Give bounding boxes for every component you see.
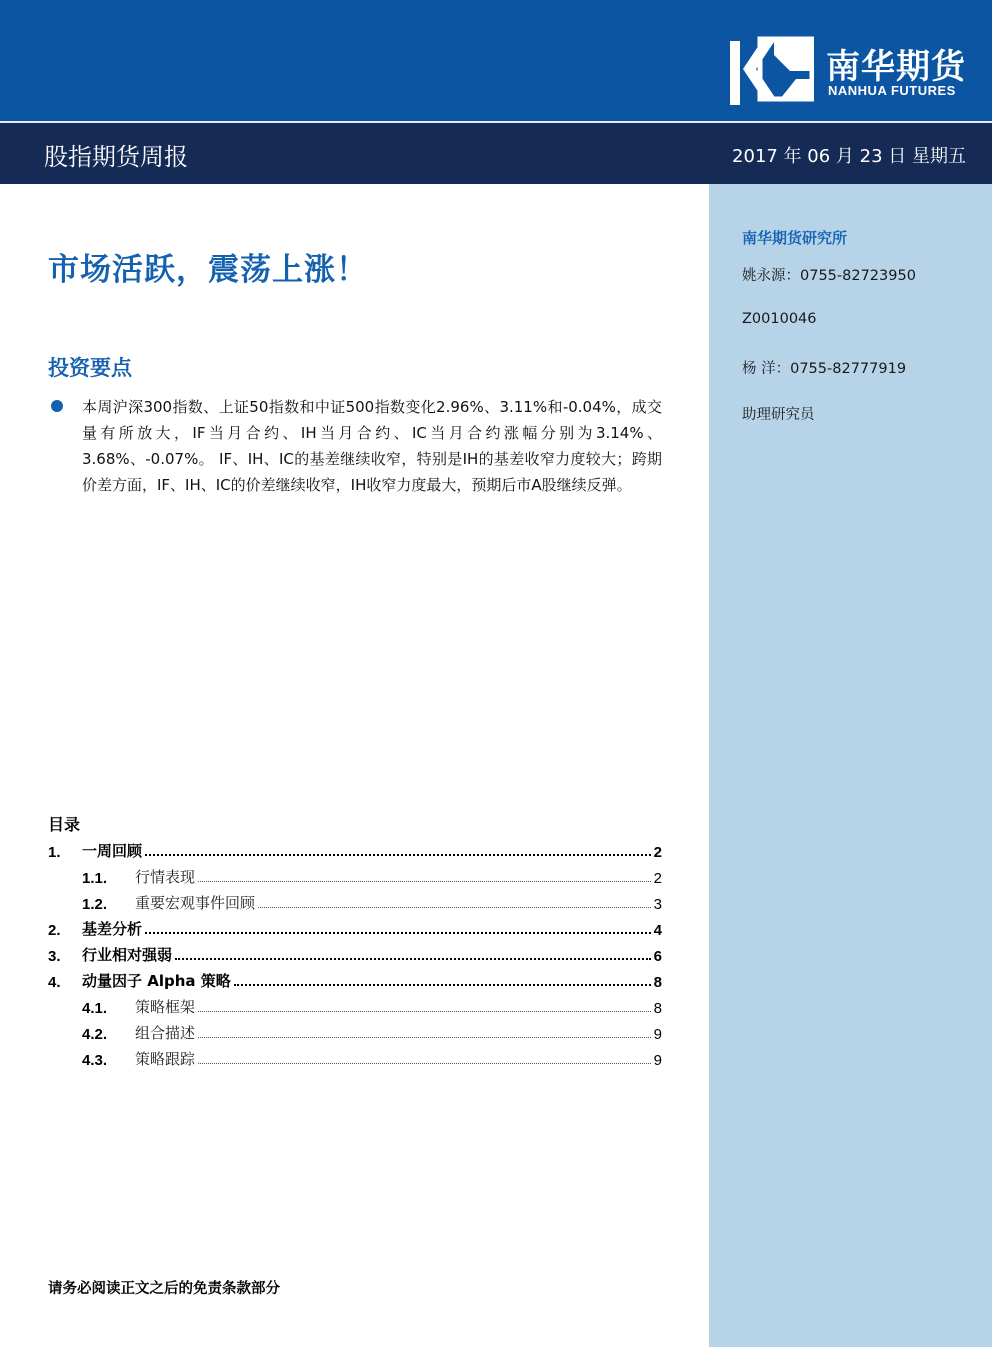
toc-entry-label: 行情表现 [135, 868, 196, 886]
toc-entry-label: 策略框架 [135, 998, 196, 1016]
toc-dot-leader [234, 984, 651, 986]
toc-entry-page: 6 [653, 948, 662, 965]
analyst-1-contact: 姚永源：0755-82723950 [742, 268, 916, 284]
toc-entry-number: 4.3. [82, 1052, 108, 1069]
toc-entry-label: 动量因子 Alpha 策略 [82, 972, 231, 990]
disclaimer-note: 请务必阅读正文之后的免责条款部分 [48, 1281, 280, 1297]
toc-entry-page: 8 [653, 1000, 662, 1017]
toc-entry-label: 行业相对强弱 [82, 946, 173, 964]
toc-entry-label: 重要宏观事件回顾 [135, 894, 256, 912]
toc-entry-page: 9 [653, 1026, 662, 1043]
toc-dot-leader [198, 1037, 651, 1038]
toc-entry[interactable] [48, 1017, 662, 1043]
toc-entry-label: 策略跟踪 [135, 1050, 196, 1068]
report-date: 2017 年 06 月 23 日 星期五 [732, 146, 966, 167]
toc-entry-page: 8 [653, 974, 662, 991]
toc-dot-leader [198, 881, 651, 882]
toc-entry-number: 1.1. [82, 870, 108, 887]
report-headline: 市场活跃，震荡上涨！ [48, 252, 368, 288]
toc-entry-label: 组合描述 [135, 1024, 196, 1042]
nanhua-logo-mark-icon [730, 33, 814, 105]
toc-entry-number: 4.1. [82, 1000, 108, 1017]
analyst-2-contact: 杨 洋：0755-82777919 [742, 361, 907, 377]
toc-entry[interactable] [48, 965, 662, 991]
toc-entry-label: 一周回顾 [82, 842, 143, 860]
toc-entry-page: 4 [653, 922, 662, 939]
analyst-2-title: 助理研究员 [742, 407, 815, 423]
toc-entry[interactable] [48, 939, 662, 965]
top-banner [0, 0, 992, 121]
toc-dot-leader [175, 958, 651, 960]
toc-dot-leader [145, 854, 651, 856]
toc-entry-number: 1. [48, 844, 61, 861]
toc-entry-page: 2 [653, 844, 662, 861]
toc-heading: 目录 [48, 815, 81, 834]
toc-entry-number: 2. [48, 922, 61, 939]
toc-entry-number: 1.2. [82, 896, 108, 913]
toc-entry[interactable] [48, 1043, 662, 1069]
table-of-contents [48, 835, 662, 1069]
analyst-sidebar [709, 184, 992, 1347]
toc-entry-number: 4. [48, 974, 61, 991]
nanhua-logo [730, 33, 980, 107]
key-points-title: 投资要点 [48, 356, 132, 380]
toc-dot-leader [198, 1063, 651, 1064]
report-type: 股指期货周报 [44, 143, 188, 171]
toc-entry[interactable] [48, 991, 662, 1017]
toc-entry-page: 2 [653, 870, 662, 887]
bullet-dot-icon [51, 400, 63, 412]
toc-dot-leader [198, 1011, 651, 1012]
toc-entry-page: 3 [653, 896, 662, 913]
key-points-summary: 本周沪深300指数、上证50指数和中证500指数变化2.96%、3.11%和-0.04%，成交量有所放大，IF当月合约、IH当月合约、IC当月合约涨幅分别为3.14%、3.68%、-0.07%。 IF、IH、IC的基差继续收窄，特别是IH的基差收窄力度较大；跨期价差方面，IF、IH、IC的价差继续收窄，IH收窄力度最大，预期后市A股继续反弹。 [82, 398, 662, 494]
toc-entry[interactable] [48, 861, 662, 887]
toc-entry[interactable] [48, 887, 662, 913]
toc-entry-number: 3. [48, 948, 61, 965]
toc-entry[interactable] [48, 835, 662, 861]
toc-entry-number: 4.2. [82, 1026, 108, 1043]
toc-entry-page: 9 [653, 1052, 662, 1069]
report-title-bar [0, 123, 992, 184]
research-institute: 南华期货研究所 [742, 229, 848, 247]
toc-dot-leader [258, 907, 651, 908]
toc-entry-label: 基差分析 [82, 920, 143, 938]
analyst-1-license: Z0010046 [742, 311, 817, 327]
toc-dot-leader [145, 932, 651, 934]
toc-entry[interactable] [48, 913, 662, 939]
brand-name-en: NANHUA FUTURES [828, 83, 956, 98]
brand-name-cn: 南华期货 [826, 47, 966, 87]
